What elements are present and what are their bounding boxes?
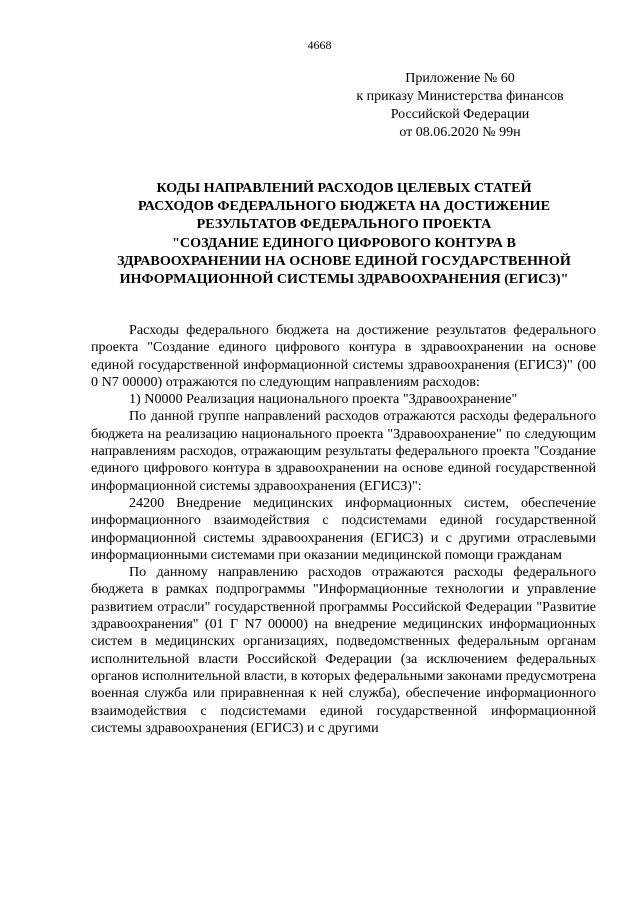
title-line: КОДЫ НАПРАВЛЕНИЙ РАСХОДОВ ЦЕЛЕВЫХ СТАТЕЙ <box>156 180 532 196</box>
appendix-line: Приложение № 60 <box>405 71 515 86</box>
appendix-line: к приказу Министерства финансов <box>356 89 564 104</box>
paragraph-code-24200: 24200 Внедрение медицинских информационных систем, обеспечение информационного взаимодействия с подсистемами единой государственной информационной системы здравоохранения (ЕГИСЗ) и с другими отраслевыми информационными системами при оказании медицинской помощи гражданам <box>91 494 596 563</box>
title-line: "СОЗДАНИЕ ЕДИНОГО ЦИФРОВОГО КОНТУРА В <box>172 234 516 251</box>
paragraph-group-description: По данной группе направлений расходов отражаются расходы федерального бюджета на реализацию национального проекта "Здравоохранение" по следующим направлениям расходов, отражающим результаты федерального проекта "Создание единого цифрового контура в здравоохранении на основе единой государственной информационной системы здравоохранения (ЕГИСЗ)": <box>91 408 596 494</box>
document-body <box>91 322 596 737</box>
appendix-block <box>330 70 590 142</box>
title-line: ЗДРАВООХРАНЕНИИ НА ОСНОВЕ ЕДИНОЙ ГОСУДАРСТВЕННОЙ <box>117 252 571 269</box>
title-line: ИНФОРМАЦИОННОЙ СИСТЕМЫ ЗДРАВООХРАНЕНИЯ (ЕГИСЗ)" <box>119 271 569 288</box>
title-line: РАСХОДОВ ФЕДЕРАЛЬНОГО БЮДЖЕТА НА ДОСТИЖЕНИЕ <box>137 198 551 215</box>
page-number: 4668 <box>307 38 332 52</box>
document-title <box>80 179 608 288</box>
appendix-line: от 08.06.2020 № 99н <box>399 125 521 140</box>
paragraph-intro: Расходы федерального бюджета на достижение результатов федерального проекта "Создание единого цифрового контура в здравоохранении на основе единой государственной информационной системы здравоохранения (ЕГИСЗ)" (00 0 N7 00000) отражаются по следующим направлениям расходов: <box>91 322 596 390</box>
paragraph-code-24200-description: По данному направлению расходов отражаются расходы федерального бюджета в рамках подпрограммы "Информационные технологии и управление развитием отрасли" государственной программы Российской Федерации "Развитие здравоохранения" (01 Г N7 00000) на внедрение медицинских информационных систем в медицинских организациях, подведомственных федеральным органам исполнительной власти Российской Федерации (за исключением федеральных органов исполнительной власти, в которых федеральными законами предусмотрена военная служба или приравненная к ней служба), обеспечение информационного взаимодействия с подсистемами единой государственной информационной системы здравоохранения (ЕГИСЗ) и с другими <box>91 564 596 736</box>
appendix-line: Российской Федерации <box>390 107 530 122</box>
title-line: РЕЗУЛЬТАТОВ ФЕДЕРАЛЬНОГО ПРОЕКТА <box>196 216 492 233</box>
paragraph-section-heading: 1) N0000 Реализация национального проекта "Здравоохранение" <box>129 391 518 408</box>
